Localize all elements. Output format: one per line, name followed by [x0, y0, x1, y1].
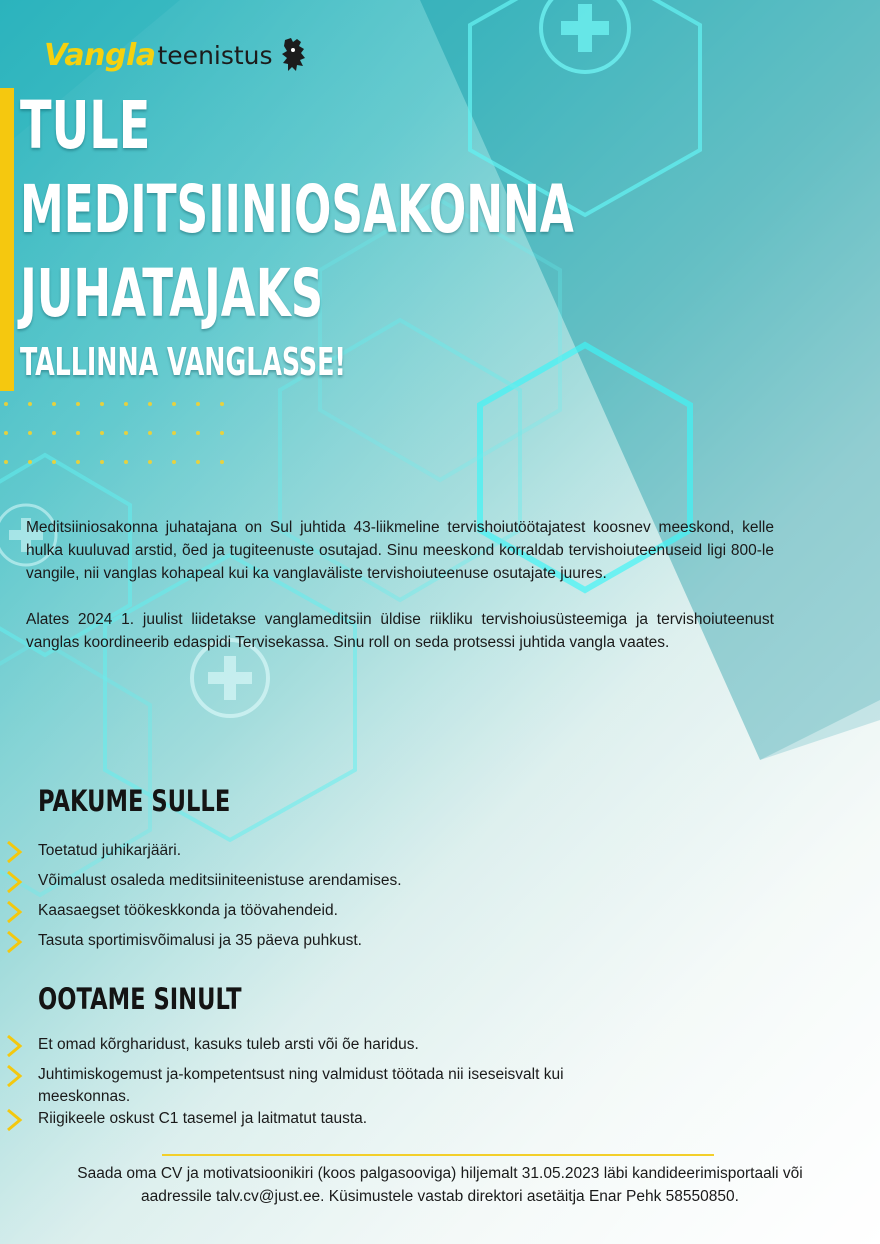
expect-item-1: Et omad kõrgharidust, kasuks tuleb arsti või õe haridus. — [38, 1036, 419, 1053]
offer-list — [0, 840, 760, 960]
logo-brand: Vangla — [44, 37, 156, 73]
list-item — [0, 840, 760, 862]
headline-line-1: TULE — [20, 87, 151, 164]
list-item — [0, 900, 760, 922]
offer-item-2: Võimalust osaleda meditsiiniteenistuse arendamises. — [38, 872, 402, 889]
offer-item-3: Kaasaegset töökeskkonda ja töövahendeid. — [38, 902, 338, 919]
intro-paragraph-2: Alates 2024 1. juulist liidetakse vanglameditsiin üldise riikliku tervishoiusüsteemiga ja tervishoiuteenust vanglas koordineerib edaspidi Tervisekassa. Sinu roll on seda protsessi juhtida vangla vaates. — [26, 611, 774, 651]
list-item — [0, 1108, 760, 1130]
expect-item-3: Riigikeele oskust C1 tasemel ja laitmatut tausta. — [38, 1110, 368, 1127]
logo-rest: teenistus — [157, 40, 273, 70]
lion-crest-icon — [279, 36, 309, 74]
headline-subtitle: TALLINNA VANGLASSE! — [20, 340, 346, 384]
chevron-right-icon — [4, 840, 24, 864]
intro-paragraph-1: Meditsiiniosakonna juhatajana on Sul juhtida 43-liikmeline tervishoiutöötajatest koosnev meeskond, kelle hulka kuuluvad arstid, õed ja tugiteenuste osutajad. Sinu meeskond korraldab tervishoiuteenuseid ligi 800-le vangile, nii vanglas kohapeal kui ka vanglaväliste tervishoiuteenuse osutajate juures. — [26, 519, 774, 582]
offer-title: PAKUME SULLE — [38, 784, 231, 818]
list-item — [0, 930, 760, 952]
chevron-right-icon — [4, 1034, 24, 1058]
headline — [20, 84, 768, 388]
expect-list — [0, 1034, 760, 1138]
headline-line-3: JUHATAJAKS — [20, 255, 324, 332]
intro-text — [26, 516, 774, 677]
offer-item-4: Tasuta sportimisvõimalusi ja 35 päeva puhkust. — [38, 932, 362, 949]
chevron-right-icon — [4, 900, 24, 924]
chevron-right-icon — [4, 1108, 24, 1132]
list-item — [0, 1064, 658, 1108]
offer-item-1: Toetatud juhikarjääri. — [38, 842, 182, 859]
chevron-right-icon — [4, 930, 24, 954]
chevron-right-icon — [4, 870, 24, 894]
chevron-right-icon — [4, 1064, 24, 1088]
list-item — [0, 1034, 760, 1056]
headline-line-2: MEDITSIINIOSAKONNA — [20, 171, 574, 248]
expect-title: OOTAME SINULT — [38, 982, 242, 1016]
expect-item-2: Juhtimiskogemust ja-kompetentsust ning valmidust töötada nii iseseisvalt kui meeskonnas. — [38, 1066, 564, 1105]
vanglateenistus-logo — [44, 36, 309, 74]
accent-bar — [0, 88, 14, 391]
footer-contact: Saada oma CV ja motivatsioonikiri (koos palgasooviga) hiljemalt 31.05.2023 läbi kandideerimisportaali või aadressile talv.cv@just.ee. Küsimustele vastab direktori asetäitja Enar Pehk 58550850. — [77, 1165, 803, 1205]
footer-divider — [162, 1154, 714, 1156]
list-item — [0, 870, 760, 892]
